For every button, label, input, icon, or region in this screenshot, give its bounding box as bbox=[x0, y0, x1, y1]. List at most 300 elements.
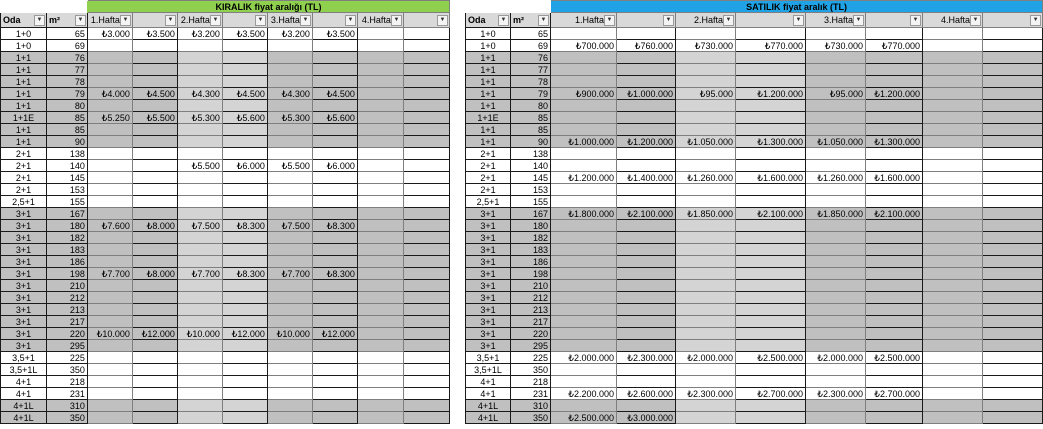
cell-price[interactable] bbox=[551, 268, 617, 280]
cell-oda[interactable]: 3+1 bbox=[1, 232, 47, 244]
cell-price[interactable]: ₺1.050.000 bbox=[806, 136, 866, 148]
cell-price[interactable] bbox=[177, 136, 222, 148]
cell-price[interactable] bbox=[403, 40, 449, 52]
cell-price[interactable] bbox=[736, 184, 806, 196]
cell-price[interactable] bbox=[806, 364, 866, 376]
cell-price[interactable] bbox=[222, 400, 267, 412]
cell-price[interactable] bbox=[983, 304, 1043, 316]
cell-price[interactable] bbox=[132, 340, 177, 352]
cell-oda[interactable]: 3+1 bbox=[466, 268, 511, 280]
cell-price[interactable] bbox=[267, 172, 312, 184]
cell-price[interactable] bbox=[222, 256, 267, 268]
cell-oda[interactable]: 3+1 bbox=[466, 340, 511, 352]
cell-price[interactable] bbox=[806, 112, 866, 124]
cell-price[interactable] bbox=[676, 340, 736, 352]
cell-price[interactable] bbox=[736, 280, 806, 292]
cell-price[interactable] bbox=[132, 136, 177, 148]
cell-price[interactable]: ₺3.200 bbox=[267, 28, 312, 40]
cell-price[interactable] bbox=[617, 52, 676, 64]
cell-price[interactable]: ₺95.000 bbox=[806, 88, 866, 100]
cell-price[interactable] bbox=[357, 160, 403, 172]
cell-price[interactable]: ₺10.000 bbox=[267, 328, 312, 340]
cell-price[interactable] bbox=[551, 148, 617, 160]
cell-price[interactable] bbox=[983, 184, 1043, 196]
cell-price[interactable] bbox=[177, 208, 222, 220]
cell-price[interactable] bbox=[676, 376, 736, 388]
cell-price[interactable] bbox=[983, 40, 1043, 52]
cell-oda[interactable]: 3+1 bbox=[466, 280, 511, 292]
cell-price[interactable] bbox=[983, 340, 1043, 352]
cell-price[interactable] bbox=[403, 412, 449, 424]
cell-m2[interactable]: 295 bbox=[511, 340, 551, 352]
cell-price[interactable] bbox=[806, 64, 866, 76]
cell-price[interactable] bbox=[806, 292, 866, 304]
cell-price[interactable] bbox=[551, 376, 617, 388]
cell-price[interactable] bbox=[312, 376, 357, 388]
cell-m2[interactable]: 231 bbox=[511, 388, 551, 400]
cell-price[interactable] bbox=[177, 352, 222, 364]
cell-price[interactable]: ₺7.600 bbox=[87, 220, 132, 232]
cell-m2[interactable]: 140 bbox=[511, 160, 551, 172]
cell-oda[interactable]: 4+1 bbox=[466, 388, 511, 400]
cell-price[interactable] bbox=[177, 76, 222, 88]
cell-price[interactable] bbox=[357, 148, 403, 160]
cell-price[interactable] bbox=[806, 28, 866, 40]
cell-price[interactable] bbox=[403, 148, 449, 160]
cell-price[interactable] bbox=[403, 328, 449, 340]
cell-price[interactable] bbox=[222, 412, 267, 424]
cell-price[interactable] bbox=[983, 280, 1043, 292]
cell-price[interactable]: ₺8.300 bbox=[312, 268, 357, 280]
cell-price[interactable] bbox=[676, 64, 736, 76]
cell-price[interactable] bbox=[267, 232, 312, 244]
cell-price[interactable]: ₺2.700.000 bbox=[866, 388, 923, 400]
cell-price[interactable] bbox=[866, 100, 923, 112]
cell-m2[interactable]: 225 bbox=[511, 352, 551, 364]
cell-price[interactable] bbox=[923, 124, 983, 136]
cell-price[interactable] bbox=[177, 172, 222, 184]
cell-price[interactable] bbox=[551, 256, 617, 268]
cell-price[interactable] bbox=[923, 268, 983, 280]
cell-m2[interactable]: 212 bbox=[511, 292, 551, 304]
cell-price[interactable] bbox=[866, 76, 923, 88]
cell-m2[interactable]: 220 bbox=[511, 328, 551, 340]
cell-price[interactable]: ₺4.000 bbox=[87, 88, 132, 100]
cell-price[interactable] bbox=[617, 124, 676, 136]
cell-price[interactable]: ₺1.200.000 bbox=[551, 172, 617, 184]
cell-price[interactable] bbox=[866, 268, 923, 280]
cell-price[interactable] bbox=[403, 52, 449, 64]
cell-price[interactable] bbox=[923, 376, 983, 388]
cell-price[interactable]: ₺4.300 bbox=[267, 88, 312, 100]
kiralik-header-week-3-max[interactable] bbox=[312, 13, 357, 28]
cell-price[interactable] bbox=[923, 28, 983, 40]
kiralik-header-week-4[interactable] bbox=[357, 13, 403, 28]
cell-price[interactable] bbox=[403, 124, 449, 136]
cell-price[interactable] bbox=[551, 76, 617, 88]
cell-price[interactable] bbox=[923, 208, 983, 220]
cell-oda[interactable]: 3+1 bbox=[466, 328, 511, 340]
cell-price[interactable] bbox=[923, 184, 983, 196]
cell-price[interactable] bbox=[617, 220, 676, 232]
cell-price[interactable] bbox=[551, 292, 617, 304]
cell-price[interactable] bbox=[87, 76, 132, 88]
cell-price[interactable] bbox=[403, 352, 449, 364]
cell-price[interactable] bbox=[736, 316, 806, 328]
cell-m2[interactable]: 213 bbox=[511, 304, 551, 316]
cell-price[interactable] bbox=[87, 184, 132, 196]
cell-price[interactable] bbox=[923, 244, 983, 256]
cell-price[interactable] bbox=[267, 136, 312, 148]
cell-price[interactable] bbox=[806, 220, 866, 232]
cell-price[interactable] bbox=[222, 364, 267, 376]
filter-dropdown-icon[interactable]: ▼ bbox=[663, 15, 674, 26]
cell-price[interactable] bbox=[312, 196, 357, 208]
cell-price[interactable] bbox=[866, 52, 923, 64]
cell-oda[interactable]: 3+1 bbox=[1, 268, 47, 280]
cell-price[interactable] bbox=[87, 100, 132, 112]
cell-price[interactable] bbox=[312, 364, 357, 376]
cell-price[interactable] bbox=[617, 64, 676, 76]
cell-price[interactable] bbox=[736, 292, 806, 304]
cell-price[interactable] bbox=[736, 412, 806, 424]
cell-price[interactable] bbox=[806, 316, 866, 328]
cell-price[interactable] bbox=[267, 196, 312, 208]
cell-m2[interactable]: 212 bbox=[47, 292, 88, 304]
cell-price[interactable]: ₺12.000 bbox=[132, 328, 177, 340]
cell-price[interactable] bbox=[866, 232, 923, 244]
cell-oda[interactable]: 1+1E bbox=[1, 112, 47, 124]
cell-price[interactable]: ₺12.000 bbox=[222, 328, 267, 340]
cell-price[interactable] bbox=[87, 352, 132, 364]
cell-price[interactable]: ₺3.500 bbox=[222, 28, 267, 40]
cell-price[interactable]: ₺5.500 bbox=[132, 112, 177, 124]
cell-price[interactable] bbox=[866, 340, 923, 352]
cell-price[interactable] bbox=[866, 220, 923, 232]
cell-price[interactable] bbox=[983, 148, 1043, 160]
cell-price[interactable] bbox=[866, 304, 923, 316]
cell-price[interactable] bbox=[87, 64, 132, 76]
cell-price[interactable] bbox=[923, 412, 983, 424]
cell-price[interactable] bbox=[403, 100, 449, 112]
cell-price[interactable] bbox=[267, 76, 312, 88]
cell-price[interactable] bbox=[222, 316, 267, 328]
cell-m2[interactable]: 140 bbox=[47, 160, 88, 172]
cell-price[interactable] bbox=[983, 136, 1043, 148]
cell-price[interactable] bbox=[403, 304, 449, 316]
cell-m2[interactable]: 77 bbox=[511, 64, 551, 76]
filter-dropdown-icon[interactable]: ▼ bbox=[723, 15, 734, 26]
cell-price[interactable] bbox=[403, 196, 449, 208]
cell-price[interactable] bbox=[222, 124, 267, 136]
cell-oda[interactable]: 3+1 bbox=[466, 256, 511, 268]
cell-oda[interactable]: 1+1 bbox=[466, 64, 511, 76]
cell-price[interactable] bbox=[866, 28, 923, 40]
cell-price[interactable] bbox=[87, 364, 132, 376]
cell-oda[interactable]: 1+0 bbox=[466, 40, 511, 52]
cell-price[interactable] bbox=[222, 100, 267, 112]
cell-oda[interactable]: 1+1 bbox=[1, 88, 47, 100]
cell-price[interactable]: ₺1.000.000 bbox=[551, 136, 617, 148]
cell-price[interactable] bbox=[617, 256, 676, 268]
cell-price[interactable] bbox=[222, 148, 267, 160]
cell-price[interactable] bbox=[923, 64, 983, 76]
cell-m2[interactable]: 225 bbox=[47, 352, 88, 364]
cell-price[interactable] bbox=[357, 304, 403, 316]
cell-m2[interactable]: 167 bbox=[47, 208, 88, 220]
cell-m2[interactable]: 90 bbox=[511, 136, 551, 148]
cell-oda[interactable]: 3+1 bbox=[466, 244, 511, 256]
cell-price[interactable] bbox=[222, 232, 267, 244]
filter-dropdown-icon[interactable]: ▼ bbox=[34, 15, 45, 26]
cell-price[interactable]: ₺3.000 bbox=[87, 28, 132, 40]
cell-price[interactable] bbox=[222, 196, 267, 208]
cell-price[interactable] bbox=[267, 340, 312, 352]
satilik-header-week-2-max[interactable] bbox=[736, 13, 806, 28]
cell-price[interactable] bbox=[132, 196, 177, 208]
cell-price[interactable] bbox=[267, 376, 312, 388]
cell-price[interactable] bbox=[177, 280, 222, 292]
cell-oda[interactable]: 3+1 bbox=[1, 220, 47, 232]
cell-price[interactable]: ₺8.300 bbox=[222, 268, 267, 280]
cell-m2[interactable]: 183 bbox=[47, 244, 88, 256]
cell-m2[interactable]: 78 bbox=[511, 76, 551, 88]
cell-oda[interactable]: 1+1 bbox=[466, 88, 511, 100]
cell-price[interactable] bbox=[87, 52, 132, 64]
cell-price[interactable] bbox=[132, 280, 177, 292]
cell-price[interactable] bbox=[357, 184, 403, 196]
cell-price[interactable] bbox=[403, 232, 449, 244]
cell-price[interactable] bbox=[923, 364, 983, 376]
cell-price[interactable]: ₺4.300 bbox=[177, 88, 222, 100]
filter-dropdown-icon[interactable]: ▼ bbox=[165, 15, 176, 26]
cell-price[interactable]: ₺1.300.000 bbox=[866, 136, 923, 148]
cell-price[interactable] bbox=[132, 316, 177, 328]
cell-price[interactable] bbox=[357, 112, 403, 124]
cell-oda[interactable]: 3+1 bbox=[1, 340, 47, 352]
cell-price[interactable] bbox=[403, 220, 449, 232]
cell-price[interactable] bbox=[923, 148, 983, 160]
cell-price[interactable] bbox=[676, 124, 736, 136]
cell-price[interactable] bbox=[806, 412, 866, 424]
cell-price[interactable] bbox=[676, 256, 736, 268]
cell-oda[interactable]: 4+1 bbox=[466, 376, 511, 388]
cell-price[interactable] bbox=[736, 100, 806, 112]
cell-m2[interactable]: 186 bbox=[511, 256, 551, 268]
cell-m2[interactable]: 155 bbox=[47, 196, 88, 208]
cell-price[interactable] bbox=[222, 388, 267, 400]
cell-price[interactable] bbox=[676, 220, 736, 232]
cell-m2[interactable]: 85 bbox=[47, 124, 88, 136]
cell-price[interactable] bbox=[983, 100, 1043, 112]
cell-price[interactable] bbox=[551, 304, 617, 316]
cell-m2[interactable]: 69 bbox=[511, 40, 551, 52]
cell-price[interactable] bbox=[222, 352, 267, 364]
cell-price[interactable]: ₺4.500 bbox=[312, 88, 357, 100]
cell-price[interactable] bbox=[312, 340, 357, 352]
cell-price[interactable] bbox=[357, 100, 403, 112]
cell-price[interactable] bbox=[806, 76, 866, 88]
cell-price[interactable]: ₺3.500 bbox=[132, 28, 177, 40]
cell-price[interactable] bbox=[617, 28, 676, 40]
cell-price[interactable]: ₺730.000 bbox=[676, 40, 736, 52]
cell-price[interactable] bbox=[403, 376, 449, 388]
cell-price[interactable] bbox=[312, 280, 357, 292]
cell-price[interactable] bbox=[617, 196, 676, 208]
cell-price[interactable] bbox=[983, 76, 1043, 88]
cell-price[interactable] bbox=[222, 172, 267, 184]
cell-oda[interactable]: 3,5+1L bbox=[1, 364, 47, 376]
kiralik-header-oda[interactable] bbox=[1, 13, 47, 28]
cell-price[interactable] bbox=[177, 148, 222, 160]
cell-oda[interactable]: 3+1 bbox=[466, 220, 511, 232]
cell-price[interactable] bbox=[551, 112, 617, 124]
cell-oda[interactable]: 4+1L bbox=[1, 412, 47, 424]
cell-price[interactable] bbox=[222, 52, 267, 64]
cell-price[interactable] bbox=[676, 244, 736, 256]
cell-price[interactable] bbox=[806, 328, 866, 340]
cell-price[interactable] bbox=[312, 40, 357, 52]
cell-price[interactable] bbox=[177, 400, 222, 412]
cell-price[interactable] bbox=[983, 268, 1043, 280]
cell-price[interactable] bbox=[87, 172, 132, 184]
cell-price[interactable] bbox=[357, 340, 403, 352]
filter-dropdown-icon[interactable]: ▼ bbox=[538, 15, 549, 26]
cell-price[interactable] bbox=[617, 328, 676, 340]
cell-price[interactable] bbox=[923, 136, 983, 148]
cell-oda[interactable]: 3+1 bbox=[466, 304, 511, 316]
cell-price[interactable] bbox=[403, 244, 449, 256]
cell-oda[interactable]: 2+1 bbox=[1, 148, 47, 160]
cell-oda[interactable]: 3,5+1 bbox=[1, 352, 47, 364]
cell-price[interactable] bbox=[617, 400, 676, 412]
cell-price[interactable]: ₺2.600.000 bbox=[617, 388, 676, 400]
cell-price[interactable] bbox=[736, 256, 806, 268]
cell-price[interactable] bbox=[676, 196, 736, 208]
cell-oda[interactable]: 1+0 bbox=[466, 28, 511, 40]
cell-price[interactable] bbox=[923, 400, 983, 412]
cell-price[interactable] bbox=[87, 208, 132, 220]
cell-price[interactable] bbox=[736, 232, 806, 244]
cell-price[interactable] bbox=[983, 88, 1043, 100]
cell-price[interactable] bbox=[617, 364, 676, 376]
cell-oda[interactable]: 1+0 bbox=[1, 28, 47, 40]
cell-oda[interactable]: 2,5+1 bbox=[1, 196, 47, 208]
cell-price[interactable] bbox=[403, 292, 449, 304]
cell-price[interactable] bbox=[736, 112, 806, 124]
satilik-header-week-3[interactable] bbox=[806, 13, 866, 28]
cell-price[interactable] bbox=[132, 52, 177, 64]
kiralik-header-week-2[interactable] bbox=[177, 13, 222, 28]
cell-price[interactable]: ₺900.000 bbox=[551, 88, 617, 100]
cell-price[interactable] bbox=[983, 400, 1043, 412]
cell-price[interactable]: ₺2.500.000 bbox=[866, 352, 923, 364]
cell-price[interactable] bbox=[923, 40, 983, 52]
cell-price[interactable] bbox=[177, 316, 222, 328]
cell-price[interactable] bbox=[357, 196, 403, 208]
cell-oda[interactable]: 2+1 bbox=[1, 160, 47, 172]
cell-price[interactable] bbox=[132, 40, 177, 52]
cell-oda[interactable]: 3+1 bbox=[1, 316, 47, 328]
cell-price[interactable] bbox=[87, 304, 132, 316]
cell-price[interactable] bbox=[177, 376, 222, 388]
cell-price[interactable] bbox=[222, 376, 267, 388]
cell-oda[interactable]: 3+1 bbox=[466, 232, 511, 244]
cell-price[interactable] bbox=[132, 160, 177, 172]
cell-oda[interactable]: 4+1 bbox=[1, 388, 47, 400]
cell-price[interactable] bbox=[357, 220, 403, 232]
cell-price[interactable] bbox=[736, 124, 806, 136]
cell-price[interactable] bbox=[177, 364, 222, 376]
cell-price[interactable] bbox=[551, 244, 617, 256]
cell-price[interactable] bbox=[617, 304, 676, 316]
cell-price[interactable] bbox=[983, 160, 1043, 172]
cell-price[interactable]: ₺7.700 bbox=[177, 268, 222, 280]
cell-oda[interactable]: 1+1 bbox=[466, 76, 511, 88]
cell-price[interactable] bbox=[676, 112, 736, 124]
cell-price[interactable]: ₺5.250 bbox=[87, 112, 132, 124]
cell-price[interactable] bbox=[177, 196, 222, 208]
cell-price[interactable] bbox=[983, 412, 1043, 424]
cell-oda[interactable]: 1+1 bbox=[466, 52, 511, 64]
cell-oda[interactable]: 1+1 bbox=[1, 136, 47, 148]
cell-price[interactable]: ₺1.400.000 bbox=[617, 172, 676, 184]
cell-m2[interactable]: 183 bbox=[511, 244, 551, 256]
cell-m2[interactable]: 167 bbox=[511, 208, 551, 220]
cell-price[interactable]: ₺95.000 bbox=[676, 88, 736, 100]
cell-price[interactable] bbox=[177, 232, 222, 244]
cell-oda[interactable]: 3+1 bbox=[1, 256, 47, 268]
cell-price[interactable] bbox=[357, 328, 403, 340]
cell-price[interactable] bbox=[222, 64, 267, 76]
cell-price[interactable] bbox=[806, 124, 866, 136]
cell-price[interactable] bbox=[177, 100, 222, 112]
cell-price[interactable]: ₺2.100.000 bbox=[736, 208, 806, 220]
cell-price[interactable] bbox=[736, 268, 806, 280]
cell-price[interactable] bbox=[403, 28, 449, 40]
cell-oda[interactable]: 3+1 bbox=[1, 244, 47, 256]
cell-price[interactable] bbox=[177, 64, 222, 76]
cell-price[interactable] bbox=[403, 268, 449, 280]
cell-price[interactable] bbox=[736, 304, 806, 316]
cell-price[interactable] bbox=[403, 208, 449, 220]
cell-price[interactable] bbox=[222, 340, 267, 352]
cell-m2[interactable]: 138 bbox=[47, 148, 88, 160]
cell-price[interactable] bbox=[87, 160, 132, 172]
cell-oda[interactable]: 3,5+1L bbox=[466, 364, 511, 376]
cell-price[interactable]: ₺10.000 bbox=[87, 328, 132, 340]
cell-price[interactable]: ₺5.300 bbox=[177, 112, 222, 124]
cell-price[interactable] bbox=[357, 76, 403, 88]
cell-oda[interactable]: 4+1L bbox=[466, 400, 511, 412]
cell-price[interactable] bbox=[222, 244, 267, 256]
cell-price[interactable] bbox=[923, 160, 983, 172]
cell-price[interactable] bbox=[923, 304, 983, 316]
cell-price[interactable] bbox=[357, 268, 403, 280]
cell-price[interactable] bbox=[551, 28, 617, 40]
cell-price[interactable] bbox=[676, 412, 736, 424]
cell-price[interactable] bbox=[177, 304, 222, 316]
cell-price[interactable] bbox=[87, 136, 132, 148]
cell-price[interactable]: ₺5.600 bbox=[312, 112, 357, 124]
cell-oda[interactable]: 3+1 bbox=[466, 208, 511, 220]
cell-price[interactable] bbox=[806, 196, 866, 208]
cell-m2[interactable]: 350 bbox=[511, 412, 551, 424]
cell-price[interactable] bbox=[676, 28, 736, 40]
cell-oda[interactable]: 2,5+1 bbox=[466, 196, 511, 208]
cell-price[interactable] bbox=[222, 184, 267, 196]
cell-price[interactable] bbox=[736, 52, 806, 64]
